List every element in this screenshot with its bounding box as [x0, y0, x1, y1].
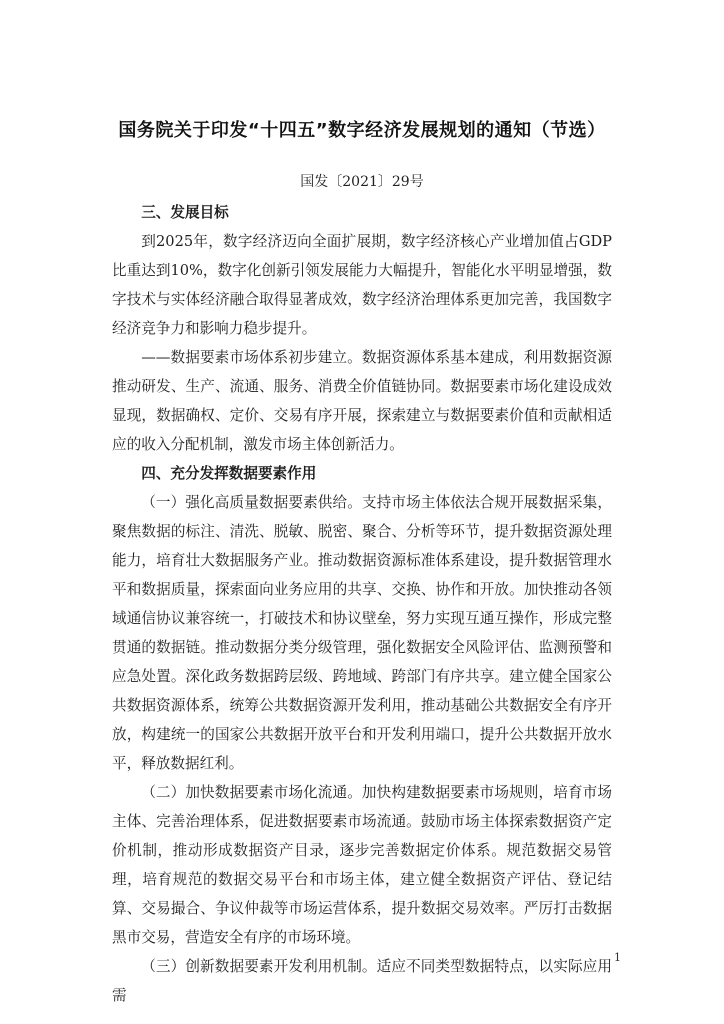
paragraph: ——数据要素市场体系初步建立。数据资源体系基本建成，利用数据资源推动研发、生产、流通、服务、消费全价值链协同。数据要素市场化建设成效显现，数据确权、定价、交易有序开展，探索建立与数据要素价值和贡献相适应的收入分配机制，激发市场主体创新活力。 — [112, 349, 612, 453]
paragraph: （一）强化高质量数据要素供给。支持市场主体依法合规开展数据采集，聚焦数据的标注、清洗、脱敏、脱密、聚合、分析等环节，提升数据资源处理能力，培育壮大数据服务产业。推动数据资源标准体系建设，提升数据管理水平和数据质量，探索面向业务应用的共享、交换、协作和开放。加快推动各领域通信协议兼容统一，打破技术和协议壁垒，努力实现互通互操作，形成完整贯通的数据链。推动数据分类分级管理，强化数据安全风险评估、监测预警和应急处置。深化政务数据跨层级、跨地域、跨部门有序共享。建立健全国家公共数据资源体系，统筹公共数据资源开发利用，推动基础公共数据安全有序开放，构建统一的国家公共数据开放平台和开发利用端口，提升公共数据开放水平，释放数据红利。 — [112, 494, 612, 772]
section-heading-goals: 三、发展目标 — [141, 204, 229, 221]
paragraph: 到2025年，数字经济迈向全面扩展期，数字经济核心产业增加值占GDP比重达到10%，数字化创新引领发展能力大幅提升，智能化水平明显增强，数字技术与实体经济融合取得显著成效，数字经济治理体系更加完善，我国数字经济竞争力和影响力稳步提升。 — [112, 233, 612, 337]
document-number: 国发〔2021〕29号 — [300, 174, 424, 190]
document-title: 国务院关于印发“十四五”数字经济发展规划的通知（节选） — [118, 120, 606, 141]
paragraph: （三）创新数据要素开发利用机制。适应不同类型数据特点，以实际应用需 — [112, 958, 612, 1004]
page-number: 1 — [614, 951, 621, 964]
paragraph: （二）加快数据要素市场化流通。加快构建数据要素市场规则，培育市场主体、完善治理体系，促进数据要素市场流通。鼓励市场主体探索数据资产定价机制，推动形成数据资产目录，逐步完善数据定价体系。规范数据交易管理，培育规范的数据交易平台和市场主体，建立健全数据资产评估、登记结算、交易撮合、争议仲裁等市场运营体系，提升数据交易效率。严厉打击数据黑市交易，营造安全有序的市场环境。 — [112, 784, 612, 946]
document-body — [112, 198, 612, 1010]
section-heading-data-elements: 四、充分发挥数据要素作用 — [141, 465, 317, 482]
